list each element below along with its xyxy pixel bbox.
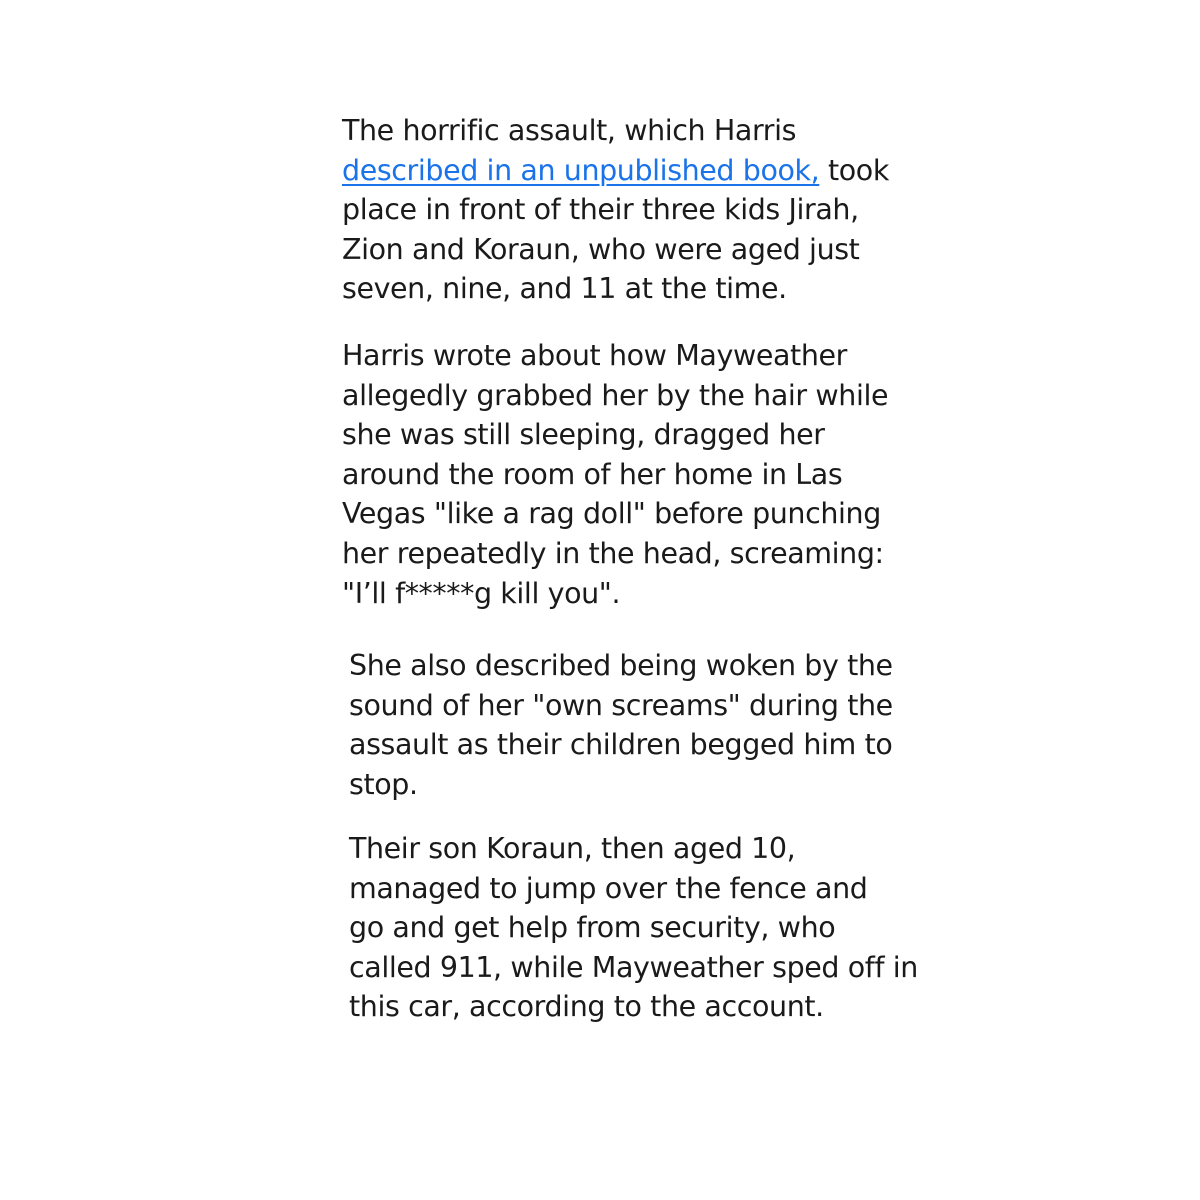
text-line: The horrific assault, which Harris [342,114,797,147]
text-line [342,151,889,191]
text-line: called 911, while Mayweather sped off in [349,950,918,984]
text-line: Vegas "like a rag doll" before punching [342,497,881,531]
paragraph-koraun [349,829,918,1027]
text-line: this car, according to the account. [349,990,824,1024]
text-line: she was still sleeping, dragged her [342,418,825,452]
text-line: She also described being woken by the [349,649,893,682]
text-line: managed to jump over the fence and [349,871,868,905]
text-line: allegedly grabbed her by the hair while [342,378,889,412]
text-line: go and get help from security, who [349,911,836,945]
text-line: seven, nine, and 11 at the time. [342,272,787,306]
text-line: Their son Koraun, then aged 10, [349,832,796,865]
text-line: sound of her "own screams" during the [349,688,893,722]
text-fragment: took [827,153,889,187]
paragraph-assault [342,111,889,309]
text-line: "I’ll f*****g kill you". [342,576,621,610]
text-line: Zion and Koraun, who were aged just [342,232,860,266]
text-line: assault as their children begged him to [349,728,893,762]
text-line: Harris wrote about how Mayweather [342,339,847,372]
paragraph-woken [349,646,893,804]
text-line: around the room of her home in Las [342,457,843,491]
text-line: her repeatedly in the head, screaming: [342,536,884,570]
paragraph-harris-wrote [342,336,888,613]
unpublished-book-link[interactable]: described in an unpublished book, [342,153,820,187]
text-line: place in front of their three kids Jirah, [342,193,859,227]
text-line: stop. [349,767,418,801]
